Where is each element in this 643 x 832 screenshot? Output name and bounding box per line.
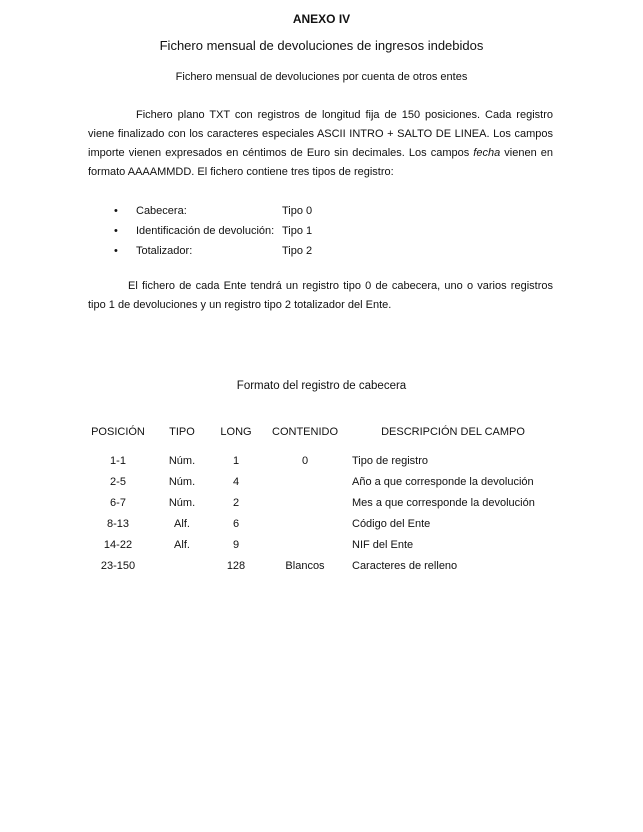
column-header-position: POSICIÓN [91, 426, 145, 438]
cell-description: Tipo de registro [352, 454, 429, 467]
table-row [82, 492, 558, 513]
column-header-description: DESCRIPCIÓN DEL CAMPO [381, 426, 525, 438]
document-subtitle: Fichero mensual de devoluciones por cuenta de otros entes [175, 71, 468, 83]
bullet-icon: • [114, 245, 118, 257]
cell-length: 6 [232, 517, 240, 530]
document-title: Fichero mensual de devoluciones de ingresos indebidos [159, 38, 484, 53]
cell-description: NIF del Ente [352, 538, 414, 551]
list-item [114, 201, 374, 221]
cell-description: Mes a que corresponde la devolución [352, 496, 535, 509]
table-header-row [82, 420, 558, 444]
table-row [82, 513, 558, 534]
cell-content [262, 534, 348, 555]
cell-content [262, 471, 348, 492]
cell-description: Código del Ente [352, 517, 431, 530]
format-section-title: Formato del registro de cabecera [236, 380, 407, 392]
cell-position: 1-1 [110, 454, 126, 467]
intro-paragraph [88, 106, 553, 182]
cell-type: Alf. [174, 517, 190, 530]
record-type-code: Tipo 1 [282, 225, 313, 237]
table-row [82, 471, 558, 492]
cell-position: 23-150 [100, 559, 136, 572]
intro-text-start: Fichero plano TXT con registros de longitud fija de 150 posiciones. Cada registro viene finalizado con los caracteres especiales ASCII INTRO + SALTO DE LINEA. Los campos importe vienen expresados en céntimos de Euro sin decimales. Los campos [88, 109, 553, 159]
cell-description: Año a que corresponde la devolución [352, 475, 534, 488]
cell-content [262, 513, 348, 534]
intro-text-end: vienen en formato AAAAMMDD. El fichero contiene tres tipos de registro: [88, 147, 553, 178]
bullet-icon: • [114, 205, 118, 217]
table-row [82, 534, 558, 555]
cell-content: Blancos [285, 559, 325, 572]
cell-type: Alf. [174, 538, 190, 551]
cell-position: 2-5 [110, 475, 126, 488]
cell-type: Núm. [168, 496, 196, 509]
cell-description: Caracteres de relleno [352, 559, 458, 572]
cell-length: 9 [232, 538, 240, 551]
cell-length: 1 [232, 454, 240, 467]
bullet-icon: • [114, 225, 118, 237]
record-type-label: Identificación de devolución: [136, 225, 275, 237]
record-type-label: Totalizador: [136, 245, 193, 257]
list-item [114, 241, 374, 261]
annex-title: ANEXO IV [292, 12, 351, 26]
cell-content: 0 [301, 454, 309, 467]
table-row [82, 555, 558, 576]
intro-italic-word: fecha [473, 147, 501, 159]
cell-type: Núm. [168, 475, 196, 488]
header-record-table [82, 420, 558, 576]
cell-content [262, 492, 348, 513]
list-item [114, 221, 374, 241]
record-type-code: Tipo 2 [282, 245, 313, 257]
cell-position: 6-7 [110, 496, 126, 509]
cell-position: 14-22 [103, 538, 133, 551]
structure-paragraph: El fichero de cada Ente tendrá un registro tipo 0 de cabecera, uno o varios registros tipo 1 de devoluciones y un registro tipo 2 totalizador del Ente. [88, 280, 553, 311]
cell-length: 128 [226, 559, 246, 572]
cell-type [154, 555, 210, 576]
record-type-label: Cabecera: [136, 205, 187, 217]
record-types-list [114, 201, 374, 261]
table-row [82, 450, 558, 471]
cell-position: 8-13 [106, 517, 130, 530]
column-header-content: CONTENIDO [272, 426, 338, 438]
cell-type: Núm. [168, 454, 196, 467]
cell-length: 2 [232, 496, 240, 509]
record-type-code: Tipo 0 [282, 205, 313, 217]
column-header-length: LONG [220, 426, 252, 438]
cell-length: 4 [232, 475, 240, 488]
column-header-type: TIPO [169, 426, 195, 438]
